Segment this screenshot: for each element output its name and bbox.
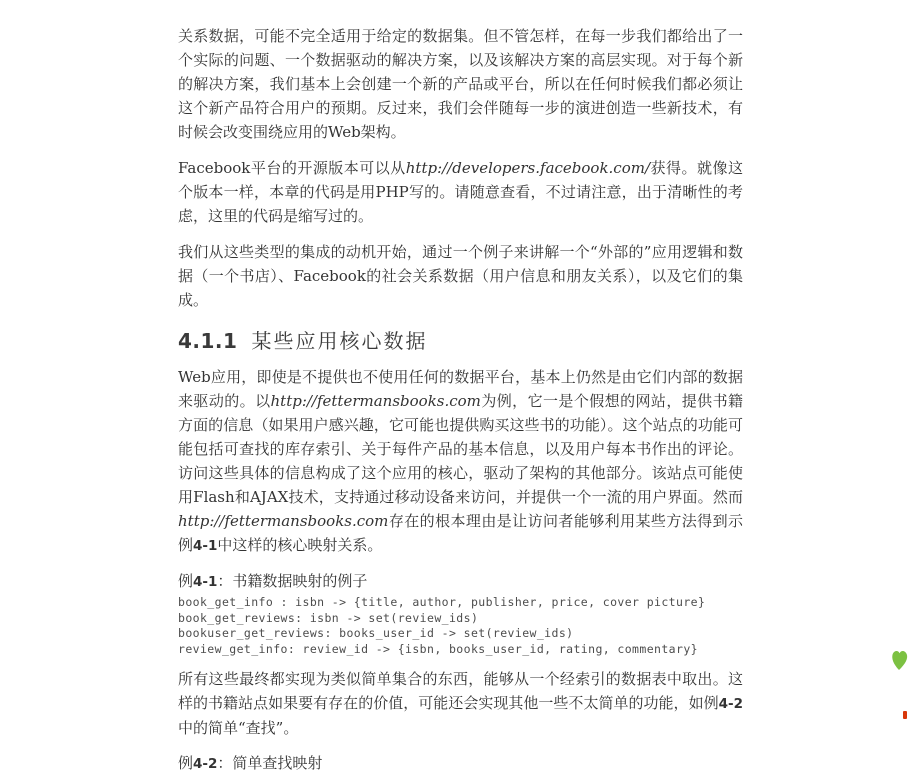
text-segment: Facebook平台的开源版本可以从 [178, 159, 406, 177]
section-heading [178, 328, 743, 354]
text-segment: 中这样的核心映射关系。 [217, 536, 383, 554]
code-line: book_get_reviews: isbn -> set(review_ids) [178, 610, 479, 625]
paragraph: 关系数据，可能不完全适用于给定的数据集。但不管怎样，在每一步我们都给出了一个实际的问题、一个数据驱动的解决方案，以及该解决方案的高层实现。对于每个新的解决方案，我们基本上会创建一个新的产品或平台，所以在任何时候我们都必须让这个新产品符合用户的预期。反过来，我们会伴随每一步的演进创造一些新技术，有时候会改变围绕应用的Web架构。 [178, 27, 743, 141]
example-caption [178, 752, 743, 775]
text-segment: 所有这些最终都实现为类似简单集合的东西，能够从一个经索引的数据表中取出。这样的书籍站点如果要有存在的价值，可能还会实现其他一些不太简单的功能，如例 [178, 670, 743, 712]
page-content [178, 24, 743, 777]
paragraph [178, 156, 743, 228]
text-segment: http://developers.facebook.com/ [405, 159, 651, 177]
red-mark-icon [903, 711, 907, 719]
code-block [178, 595, 743, 657]
paragraph [178, 667, 743, 740]
text-segment: 4-1 [193, 538, 218, 554]
text-segment: ：简单查找映射 [217, 754, 323, 772]
section-number: 4.1.1 [178, 329, 238, 353]
paragraph: 我们从这些类型的集成的动机开始，通过一个例子来讲解一个“外部的”应用逻辑和数据（一个书店）、Facebook的社会关系数据（用户信息和朋友关系），以及它们的集成。 [178, 243, 743, 309]
section-title: 某些应用核心数据 [251, 329, 428, 353]
text-segment: 存在的根本理由是让访问者能够利用某些方法得到示例 [178, 512, 743, 554]
leaf-shape [892, 651, 907, 670]
text-segment: 为例，它一是个假想的网站，提供书籍方面的信息（如果用户感兴趣，它可能也提供购买这些书的功能）。这个站点的功能可能包括可查找的库存索引、关于每件产品的基本信息，以及用户每本书作出的评论。访问这些具体的信息构成了这个应用的核心，驱动了架构的其他部分。该站点可能使用Flash和AJAX技术，支持通过移动设备来访问，并提供一个一流的用户界面。然而 [178, 392, 743, 506]
text-segment: ：书籍数据映射的例子 [217, 572, 368, 590]
code-line: review_get_info: review_id -> {isbn, books_user_id, rating, commentary} [178, 641, 698, 656]
text-segment: 例 [178, 754, 194, 772]
text-segment: 中的简单“查找”。 [178, 719, 299, 737]
text-segment: 4-2 [718, 696, 743, 712]
red-mark-shape [903, 711, 907, 719]
paragraph [178, 365, 743, 558]
example-caption [178, 570, 743, 593]
text-segment: 获得。就像这个版本一样，本章的代码是用PHP写的。请随意查看，不过请注意，出于清晰性的考虑，这里的代码是缩写过的。 [178, 159, 743, 225]
code-line: book_get_info : isbn -> {title, author, publisher, price, cover picture} [178, 595, 706, 609]
code-line: bookuser_get_reviews: books_user_id -> set(review_ids) [178, 626, 574, 640]
text-segment: 4-1 [193, 574, 218, 590]
text-segment: 4-2 [193, 756, 218, 772]
leaf-icon [891, 649, 908, 672]
text-segment: http://fettermansbooks.com [178, 512, 389, 530]
text-segment: Web应用，即使是不提供也不使用任何的数据平台，基本上仍然是由它们内部的数据来驱动的。以 [178, 368, 743, 410]
text-segment: 例 [178, 572, 194, 590]
text-segment: http://fettermansbooks.com [270, 392, 481, 410]
